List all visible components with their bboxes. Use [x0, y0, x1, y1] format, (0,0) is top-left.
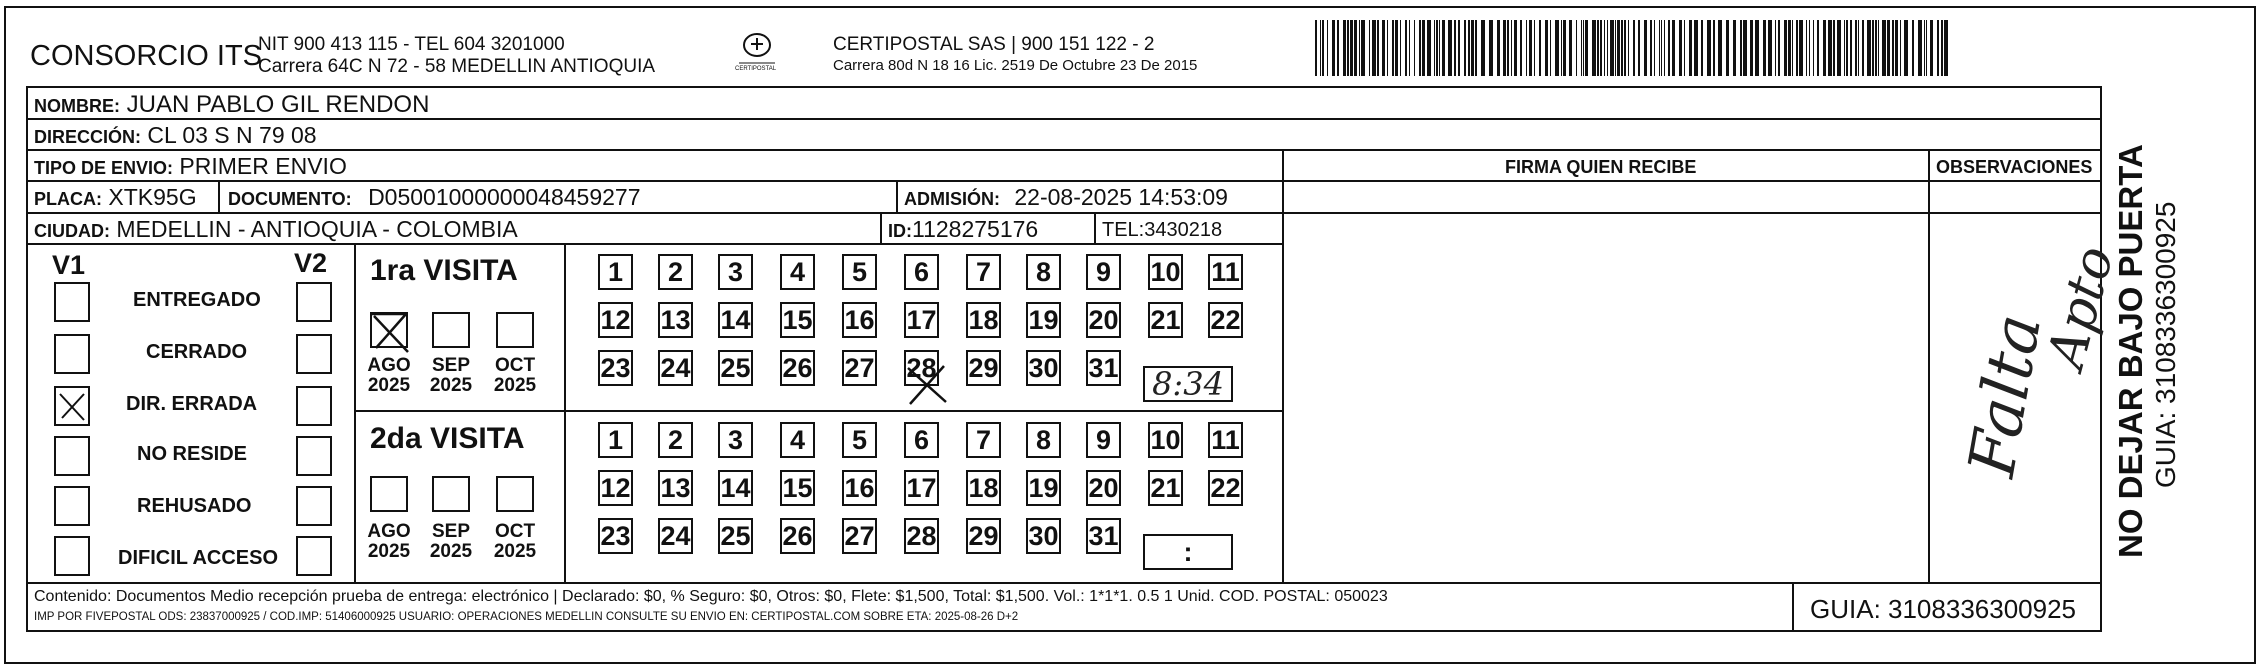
tel-value: 3430218 [1144, 219, 1223, 241]
barcode-bar [1941, 20, 1943, 76]
visit2-day-11[interactable]: 11 [1208, 422, 1243, 458]
barcode-bar [1511, 20, 1512, 76]
barcode-bar [1664, 20, 1665, 76]
visit2-day-2[interactable]: 2 [658, 422, 693, 458]
reason-no-reside: NO RESIDE [137, 443, 248, 465]
footer-content: Contenido: Documentos Medio recepción prueba de entrega: electrónico | Declarado: $0, % Seguro: $0, Otros: $0, Flete: $1,500, Total: $1,500. Vol.: 1*1*1. 0.5 1 Unid. COD. POSTAL: 050023 [34, 588, 1388, 605]
barcode-bar [1689, 20, 1692, 76]
visit2-month-ago[interactable] [370, 476, 408, 512]
visit-divider [354, 410, 1282, 412]
footer-line [26, 582, 2102, 584]
visit2-day-7[interactable]: 7 [966, 422, 1001, 458]
name-label: NOMBRE: [34, 96, 120, 116]
barcode-bar [1555, 20, 1559, 76]
barcode-bar [1763, 20, 1766, 76]
barcode-bar [1514, 20, 1517, 76]
visit2-day-29[interactable]: 29 [966, 518, 1001, 554]
visit1-month-oct[interactable] [496, 312, 534, 348]
visit1-time-box[interactable] [1143, 366, 1233, 402]
barcode-bar [1448, 20, 1452, 76]
document-value: D05001000000048459277 [368, 184, 641, 210]
barcode-bar [1419, 20, 1421, 76]
visit1-label-ago: AGO 2025 [367, 355, 411, 396]
visit1-day-13[interactable]: 13 [658, 302, 693, 338]
visit1-day-12[interactable]: 12 [598, 302, 633, 338]
visit2-day-26[interactable]: 26 [780, 518, 815, 554]
nit-line: NIT 900 413 115 - TEL 604 3201000 [258, 34, 565, 55]
visit1-title: 1ra VISITA [370, 254, 518, 287]
barcode-bar [1855, 20, 1857, 76]
handwritten-note-falta: Falta [1955, 309, 2057, 482]
row-line-3 [26, 180, 2102, 182]
handwritten-note-apto: Apto [2036, 240, 2126, 375]
barcode-bar [1534, 20, 1535, 76]
barcode-bar [1775, 20, 1776, 76]
v2-header: V2 [294, 248, 328, 278]
visit1-day-20[interactable]: 20 [1086, 302, 1121, 338]
barcode-bar [1924, 20, 1925, 76]
visit2-day-24[interactable]: 24 [658, 518, 693, 554]
visit1-day-2[interactable]: 2 [658, 254, 693, 290]
barcode-bar [1320, 20, 1321, 76]
visit2-label-ago: AGO 2025 [367, 521, 411, 562]
barcode-bar [1607, 20, 1608, 76]
barcode-bar [1837, 20, 1841, 76]
company-address: Carrera 64C N 72 - 58 MEDELLIN ANTIOQUIA [258, 56, 656, 77]
id-row [888, 218, 1038, 241]
tel-row [1102, 220, 1222, 240]
barcode-bar [1628, 20, 1629, 76]
barcode-bar [1867, 20, 1871, 76]
v2-checkbox-dir-errada[interactable] [296, 386, 332, 426]
barcode-bar [1332, 20, 1335, 76]
barcode-bar [1377, 20, 1379, 76]
barcode-bar [1792, 20, 1793, 76]
visit1-day-24[interactable]: 24 [658, 350, 693, 386]
barcode-bar [1784, 20, 1787, 76]
visit2-day-30[interactable]: 30 [1026, 518, 1061, 554]
barcode-bar [1650, 20, 1652, 76]
barcode-bar [1497, 20, 1500, 76]
barcode-bar [1442, 20, 1445, 76]
barcode-bar [1489, 20, 1493, 76]
v1-checkbox-rehusado[interactable] [54, 486, 90, 526]
barcode-bar [1569, 20, 1572, 76]
barcode-bar [1563, 20, 1566, 76]
barcode-bar [1668, 20, 1670, 76]
visit2-day-4[interactable]: 4 [780, 422, 815, 458]
barcode-bar [1813, 20, 1814, 76]
visit2-day-6[interactable]: 6 [904, 422, 939, 458]
barcode-bar [1806, 20, 1807, 76]
barcode-bar [1654, 20, 1655, 76]
barcode-bar [1713, 20, 1715, 76]
barcode-bar [1583, 20, 1584, 76]
recipient-name: JUAN PABLO GIL RENDON [126, 91, 430, 118]
visit2-day-28[interactable]: 28 [904, 518, 939, 554]
visit2-day-27[interactable]: 27 [842, 518, 877, 554]
barcode-bar [1937, 20, 1939, 76]
visit1-time: 8:34 [1152, 365, 1224, 403]
id-divider [880, 212, 882, 243]
visit2-day-8[interactable]: 8 [1026, 422, 1061, 458]
barcode-bar [1361, 20, 1365, 76]
row-line-5 [26, 243, 1282, 245]
reason-cerrado: CERRADO [146, 341, 248, 363]
visit2-time: : [1183, 536, 1193, 567]
id-label: ID: [888, 221, 912, 241]
visit1-day-30[interactable]: 30 [1026, 350, 1061, 386]
barcode-bar [1454, 20, 1456, 76]
visit1-day-25[interactable]: 25 [718, 350, 753, 386]
barcode-bar [1372, 20, 1376, 76]
barcode-bar [1337, 20, 1339, 76]
observations-col-left [1928, 149, 1930, 582]
visit1-day-1[interactable]: 1 [598, 254, 633, 290]
barcode-bar [1343, 20, 1346, 76]
plate-divider [218, 180, 220, 212]
barcode-bar [1740, 20, 1742, 76]
visit1-day-10[interactable]: 10 [1148, 254, 1183, 290]
barcode-bar [1468, 20, 1470, 76]
barcode-bar [1638, 20, 1640, 76]
barcode-bar [1347, 20, 1349, 76]
barcode-bar [1904, 20, 1908, 76]
v1-checkbox-cerrado[interactable] [54, 334, 90, 374]
visit2-month-sep[interactable] [432, 476, 470, 512]
v2-checkbox-entregado[interactable] [296, 282, 332, 322]
barcode-bar [1659, 20, 1660, 76]
visit2-day-22[interactable]: 22 [1208, 470, 1243, 506]
barcode-bar [1615, 20, 1616, 76]
barcode-bar [1520, 20, 1522, 76]
tel-label: TEL: [1102, 219, 1145, 241]
barcode-bar [1862, 20, 1864, 76]
row-line-2 [26, 149, 2102, 151]
barcode-bar [1672, 20, 1675, 76]
barcode-bar [1503, 20, 1506, 76]
visit1-day-15[interactable]: 15 [780, 302, 815, 338]
visit2-title: 2da VISITA [370, 422, 525, 455]
barcode-bar [1600, 20, 1602, 76]
barcode-bar [1561, 20, 1562, 76]
barcode-bar [1823, 20, 1826, 76]
city-value: MEDELLIN - ANTIOQUIA - COLOMBIA [116, 216, 518, 242]
barcode-bar [1427, 20, 1431, 76]
visit2-label-sep: SEP 2025 [429, 521, 473, 562]
barcode-bar [1661, 20, 1662, 76]
visit1-day-26[interactable]: 26 [780, 350, 815, 386]
barcode-bar [1912, 20, 1914, 76]
barcode-bar [1895, 20, 1898, 76]
city-label: CIUDAD: [34, 221, 110, 241]
check-x-icon [368, 308, 418, 354]
barcode-bar [1369, 20, 1370, 76]
barcode-bar [1405, 20, 1407, 76]
visit2-day-31[interactable]: 31 [1086, 518, 1121, 554]
barcode-bar [1597, 20, 1599, 76]
visit1-day-21[interactable]: 21 [1148, 302, 1183, 338]
check-x-icon [56, 388, 88, 424]
barcode-bar [1581, 20, 1582, 76]
reason-dir-errada: DIR. ERRADA [126, 393, 258, 415]
barcode-bar [1585, 20, 1588, 76]
admission-row [904, 186, 1228, 209]
document-label: DOCUMENTO: [228, 189, 352, 209]
barcode-bar [1604, 20, 1605, 76]
visit2-day-21[interactable]: 21 [1148, 470, 1183, 506]
barcode-bar [1633, 20, 1635, 76]
barcode-bar [1726, 20, 1729, 76]
barcode-bar [1395, 20, 1398, 76]
barcode-bar [1718, 20, 1722, 76]
status-divider [354, 243, 356, 582]
barcode-bar [1833, 20, 1835, 76]
side-warning: NO DEJAR BAJO PUERTA [2112, 144, 2149, 558]
barcode-bar [1858, 20, 1859, 76]
v1-checkbox-entregado[interactable] [54, 282, 90, 322]
barcode-bar [1414, 20, 1415, 76]
barcode-bar [1644, 20, 1647, 76]
barcode-bar [1354, 20, 1357, 76]
footer-guide: GUIA: 3108336300925 [1810, 594, 2076, 624]
v2-checkbox-dificil-acceso[interactable] [296, 536, 332, 576]
barcode-bar [1809, 20, 1810, 76]
barcode-bar [1701, 20, 1703, 76]
barcode-bar [1750, 20, 1753, 76]
address-row [34, 124, 317, 147]
barcode-bar [1392, 20, 1394, 76]
visit1-day-29[interactable]: 29 [966, 350, 1001, 386]
visit1-day-4[interactable]: 4 [780, 254, 815, 290]
visit2-day-25[interactable]: 25 [718, 518, 753, 554]
footer-meta: IMP POR FIVEPOSTAL ODS: 23837000925 / COD.IMP: 51406000925 USUARIO: OPERACIONES MEDELLIN CONSULTE SU ENVIO EN: CERTIPOSTAL.COM SOBRE ETA: 2025-08-26 D+2 [34, 611, 1019, 623]
id-value: 1128275176 [912, 216, 1039, 242]
barcode-bar [1576, 20, 1577, 76]
barcode-bar [1882, 20, 1886, 76]
visit2-day-23[interactable]: 23 [598, 518, 633, 554]
visit1-month-sep[interactable] [432, 312, 470, 348]
barcode-bar [1422, 20, 1425, 76]
visit2-month-oct[interactable] [496, 476, 534, 512]
barcode-bar [1887, 20, 1890, 76]
month-divider [564, 243, 566, 582]
visit1-day-5[interactable]: 5 [842, 254, 877, 290]
visit2-day-9[interactable]: 9 [1086, 422, 1121, 458]
barcode-bar [1679, 20, 1682, 76]
visit2-day-15[interactable]: 15 [780, 470, 815, 506]
visit2-day-17[interactable]: 17 [904, 470, 939, 506]
visit1-month-ago[interactable] [370, 312, 408, 348]
barcode-bar [1926, 20, 1927, 76]
barcode-bar [1382, 20, 1385, 76]
type-row [34, 155, 347, 178]
logo-caption: CERTIPOSTAL [735, 66, 777, 72]
visit1-label-oct: OCT 2025 [493, 355, 537, 396]
visit1-day-9[interactable]: 9 [1086, 254, 1121, 290]
barcode-bar [1743, 20, 1747, 76]
barcode-bar [1621, 20, 1623, 76]
document-row [228, 186, 641, 209]
barcode-bar [1733, 20, 1736, 76]
barcode-bar [1892, 20, 1894, 76]
barcode-bar [1817, 20, 1819, 76]
visit2-day-14[interactable]: 14 [718, 470, 753, 506]
v2-checkbox-no-reside[interactable] [296, 436, 332, 476]
barcode-bar [1755, 20, 1759, 76]
visit2-day-1[interactable]: 1 [598, 422, 633, 458]
company-name: CONSORCIO ITS [30, 40, 263, 72]
barcode-bar [1707, 20, 1711, 76]
visit2-day-18[interactable]: 18 [966, 470, 1001, 506]
v1-header: V1 [52, 250, 86, 280]
type-label: TIPO DE ENVIO: [34, 158, 174, 178]
footer-guide-divider [1792, 582, 1794, 632]
name-row [34, 93, 429, 117]
day-28-strike-icon [904, 362, 950, 408]
barcode-bar [1409, 20, 1410, 76]
barcode-bar [1799, 20, 1803, 76]
plate-label: PLACA: [34, 189, 102, 209]
visit2-time-box[interactable] [1143, 534, 1233, 570]
address-label: DIRECCIÓN: [34, 127, 141, 147]
barcode-bar [1778, 20, 1780, 76]
barcode-bar [1539, 20, 1541, 76]
barcode-bar [1610, 20, 1614, 76]
tel-divider [1094, 212, 1096, 243]
barcode-bar [1526, 20, 1527, 76]
barcode-bar [1846, 20, 1848, 76]
barcode-bar [1930, 20, 1933, 76]
visit1-day-16[interactable]: 16 [842, 302, 877, 338]
obs-header-line [1282, 212, 2102, 214]
visit2-label-oct: OCT 2025 [493, 521, 537, 562]
visit1-day-18[interactable]: 18 [966, 302, 1001, 338]
barcode-bar [1400, 20, 1401, 76]
visit2-day-13[interactable]: 13 [658, 470, 693, 506]
visit1-day-22[interactable]: 22 [1208, 302, 1243, 338]
barcode-bar [1944, 20, 1948, 76]
visit1-label-sep: SEP 2025 [429, 355, 473, 396]
barcode-bar [1387, 20, 1388, 76]
v2-checkbox-cerrado[interactable] [296, 334, 332, 374]
barcode-bar [1439, 20, 1440, 76]
barcode-bar [1684, 20, 1685, 76]
plate-value: XTK95G [108, 184, 197, 210]
courier-license: Carrera 80d N 18 16 Lic. 2519 De Octubre 23 De 2015 [833, 57, 1198, 74]
v2-checkbox-rehusado[interactable] [296, 486, 332, 526]
barcode-bar [1768, 20, 1772, 76]
shipping-type: PRIMER ENVIO [179, 153, 347, 179]
admission-divider [896, 180, 898, 212]
city-row [34, 218, 518, 241]
reason-entregado: ENTREGADO [133, 289, 261, 311]
barcode-bar [1844, 20, 1845, 76]
barcode-bar [1828, 20, 1832, 76]
barcode-bar [1592, 20, 1596, 76]
visit2-day-3[interactable]: 3 [718, 422, 753, 458]
visit1-day-11[interactable]: 11 [1208, 254, 1243, 290]
barcode-bar [1471, 20, 1474, 76]
visit1-day-8[interactable]: 8 [1026, 254, 1061, 290]
visit1-day-17[interactable]: 17 [904, 302, 939, 338]
barcode-bar [1529, 20, 1532, 76]
barcode-bar [1918, 20, 1922, 76]
barcode-bar [1694, 20, 1698, 76]
visit1-day-14[interactable]: 14 [718, 302, 753, 338]
v1-checkbox-no-reside[interactable] [54, 436, 90, 476]
visit1-day-31[interactable]: 31 [1086, 350, 1121, 386]
visit2-day-12[interactable]: 12 [598, 470, 633, 506]
visit2-day-19[interactable]: 19 [1026, 470, 1061, 506]
signature-col-left [1282, 149, 1284, 582]
barcode-bar [1436, 20, 1438, 76]
v1-checkbox-dificil-acceso[interactable] [54, 536, 90, 576]
barcode-bar [1458, 20, 1460, 76]
barcode-bar [1350, 20, 1353, 76]
barcode-bar [1875, 20, 1877, 76]
visit1-day-27[interactable]: 27 [842, 350, 877, 386]
barcode-bar [1878, 20, 1879, 76]
barcode-bar [1850, 20, 1852, 76]
reason-rehusado: REHUSADO [137, 495, 252, 517]
certipostal-logo-icon [735, 30, 779, 76]
visit1-day-28[interactable]: 28 [904, 350, 939, 386]
barcode-bar [1545, 20, 1548, 76]
recipient-address: CL 03 S N 79 08 [147, 122, 317, 148]
barcode-bar [1796, 20, 1798, 76]
barcode-bar [1872, 20, 1874, 76]
visit1-day-6[interactable]: 6 [904, 254, 939, 290]
barcode-bar [1507, 20, 1509, 76]
visit2-day-16[interactable]: 16 [842, 470, 877, 506]
visit1-day-23[interactable]: 23 [598, 350, 633, 386]
side-guide: GUIA: 3108336300925 [2150, 201, 2181, 488]
barcode-bar [1327, 20, 1328, 76]
admission-value: 22-08-2025 14:53:09 [1014, 184, 1228, 210]
barcode-bar [1550, 20, 1551, 76]
barcode-bar [1434, 20, 1435, 76]
v1-checkbox-dir-errada[interactable] [54, 386, 90, 426]
barcode-bar [1900, 20, 1901, 76]
barcode-bar [1322, 20, 1324, 76]
visit1-day-7[interactable]: 7 [966, 254, 1001, 290]
barcode-bar [1481, 20, 1485, 76]
visit2-day-10[interactable]: 10 [1148, 422, 1183, 458]
barcode-bar [1464, 20, 1466, 76]
barcode-bar [1617, 20, 1620, 76]
courier-line: CERTIPOSTAL SAS | 900 151 122 - 2 [833, 34, 1155, 55]
visit1-day-19[interactable]: 19 [1026, 302, 1061, 338]
barcode-bar [1788, 20, 1791, 76]
visit1-day-3[interactable]: 3 [718, 254, 753, 290]
barcode-bar [1315, 20, 1317, 76]
plate-row [34, 186, 197, 209]
observations-header: OBSERVACIONES [1936, 157, 2093, 177]
admission-label: ADMISIÓN: [904, 189, 1000, 209]
row-line-1 [26, 118, 2102, 120]
barcode [1315, 20, 1955, 78]
barcode-bar [1475, 20, 1477, 76]
barcode-bar [1359, 20, 1360, 76]
visit2-day-5[interactable]: 5 [842, 422, 877, 458]
visit2-day-20[interactable]: 20 [1086, 470, 1121, 506]
barcode-bar [1624, 20, 1626, 76]
reason-dificil-acceso: DIFICIL ACCESO [118, 547, 279, 569]
signature-header: FIRMA QUIEN RECIBE [1505, 157, 1697, 177]
